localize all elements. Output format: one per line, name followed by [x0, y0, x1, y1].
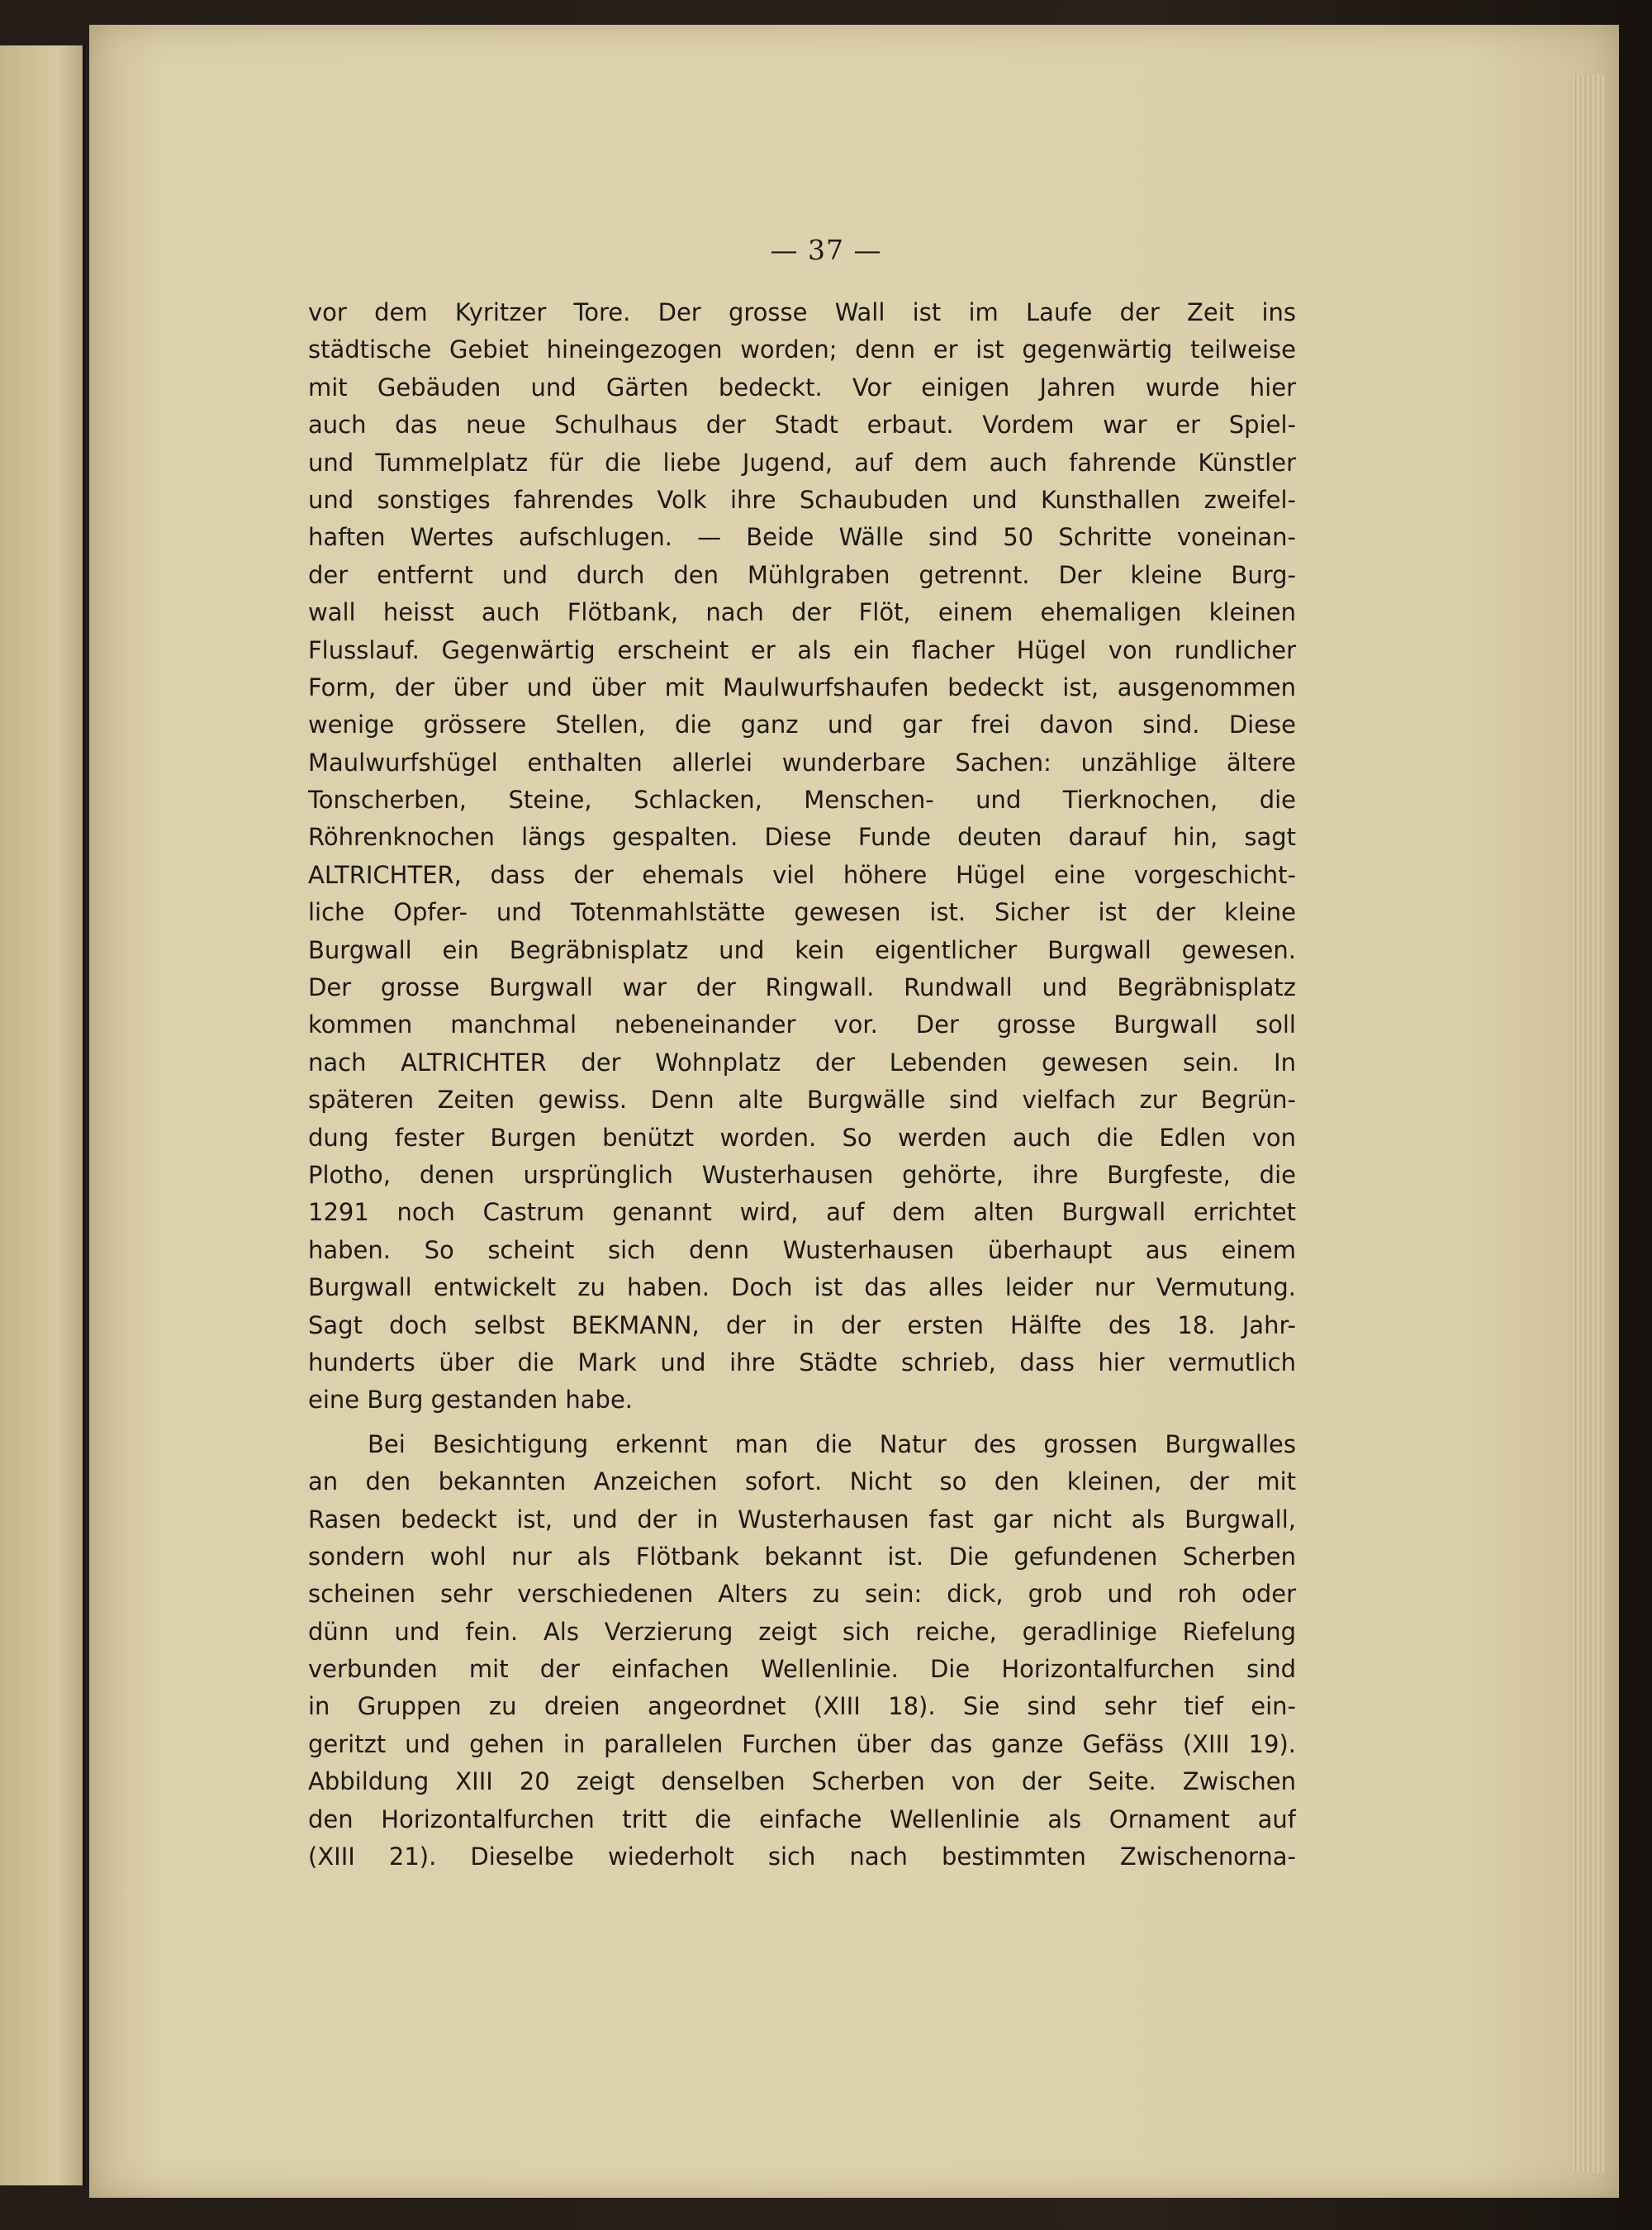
body-text — [308, 294, 1296, 1876]
text-line: Der grosse Burgwall war der Ringwall. Rundwall und Begräbnisplatz — [308, 973, 1296, 1002]
text-line: Burgwall entwickelt zu haben. Doch ist das alles leider nur Vermutung. — [308, 1273, 1296, 1302]
text-line: liche Opfer- und Totenmahlstätte gewesen ist. Sicher ist der kleine — [308, 898, 1296, 927]
text-line: Burgwall ein Begräbnisplatz und kein eigentlicher Burgwall gewesen. — [308, 935, 1296, 964]
text-line: (XIII 21). Dieselbe wiederholt sich nach bestimmten Zwischenorna- — [308, 1842, 1296, 1871]
text-line: verbunden mit der einfachen Wellenlinie. Die Horizontalfurchen sind — [308, 1655, 1296, 1684]
text-line: wenige grössere Stellen, die ganz und gar frei davon sind. Diese — [308, 711, 1296, 739]
text-line: Rasen bedeckt ist, und der in Wusterhausen fast gar nicht als Burgwall, — [308, 1505, 1296, 1533]
text-line: Bei Besichtigung erkennt man die Natur des grossen Burgwalles — [368, 1429, 1296, 1458]
text-line: wall heisst auch Flötbank, nach der Flöt, einem ehemaligen kleinen — [308, 598, 1296, 627]
text-line: mit Gebäuden und Gärten bedeckt. Vor einigen Jahren wurde hier — [308, 373, 1296, 402]
text-line: Abbildung XIII 20 zeigt denselben Scherben von der Seite. Zwischen — [308, 1767, 1296, 1796]
text-line: späteren Zeiten gewiss. Denn alte Burgwälle sind vielfach zur Begrün- — [308, 1086, 1296, 1115]
text-line: scheinen sehr verschiedenen Alters zu sein: dick, grob und roh oder — [308, 1580, 1296, 1609]
text-line: vor dem Kyritzer Tore. Der grosse Wall ist im Laufe der Zeit ins — [308, 298, 1296, 326]
paragraph-gap — [308, 1419, 1296, 1426]
text-line: den Horizontalfurchen tritt die einfache Wellenlinie als Ornament auf — [308, 1804, 1296, 1833]
text-line: ALTRICHTER, dass der ehemals viel höhere Hügel eine vorgeschicht- — [308, 860, 1296, 889]
text-line: und sonstiges fahrendes Volk ihre Schaubuden und Kunsthallen zweifel- — [308, 485, 1296, 514]
text-line: und Tummelplatz für die liebe Jugend, auf dem auch fahrende Künstler — [308, 448, 1296, 477]
page-stack-edge — [1571, 74, 1604, 2173]
text-line: Flusslauf. Gegenwärtig erscheint er als ein flacher Hügel von rundlicher — [308, 635, 1296, 664]
text-line: städtische Gebiet hineingezogen worden; denn er ist gegenwärtig teilweise — [308, 335, 1296, 364]
text-line: sondern wohl nur als Flötbank bekannt ist. Die gefundenen Scherben — [308, 1542, 1296, 1571]
text-line: Sagt doch selbst BEKMANN, der in der ersten Hälfte des 18. Jahr- — [308, 1310, 1296, 1339]
text-line: eine Burg gestanden habe. — [308, 1386, 634, 1415]
text-line: dünn und fein. Als Verzierung zeigt sich reiche, geradlinige Riefelung — [308, 1617, 1296, 1646]
page-number: — 37 — — [770, 234, 882, 266]
text-line: 1291 noch Castrum genannt wird, auf dem alten Burgwall errichtet — [308, 1198, 1296, 1227]
text-line: dung fester Burgen benützt worden. So werden auch die Edlen von — [308, 1123, 1296, 1152]
text-line: nach ALTRICHTER der Wohnplatz der Lebenden gewesen sein. In — [308, 1048, 1296, 1077]
text-line: haben. So scheint sich denn Wusterhausen überhaupt aus einem — [308, 1235, 1296, 1264]
text-line: hunderts über die Mark und ihre Städte schrieb, dass hier vermutlich — [308, 1348, 1296, 1377]
text-line: Form, der über und über mit Maulwurfshaufen bedeckt ist, ausgenommen — [308, 673, 1296, 701]
text-line: an den bekannten Anzeichen sofort. Nicht so den kleinen, der mit — [308, 1467, 1296, 1496]
text-line: in Gruppen zu dreien angeordnet (XIII 18). Sie sind sehr tief ein- — [308, 1692, 1296, 1721]
paragraph-1 — [308, 294, 1296, 1419]
text-line: geritzt und gehen in parallelen Furchen über das ganze Gefäss (XIII 19). — [308, 1729, 1296, 1758]
text-line: Röhrenknochen längs gespalten. Diese Funde deuten darauf hin, sagt — [308, 823, 1296, 852]
text-line: der entfernt und durch den Mühlgraben getrennt. Der kleine Burg- — [308, 560, 1296, 589]
text-line: kommen manchmal nebeneinander vor. Der grosse Burgwall soll — [308, 1010, 1296, 1039]
text-line: Maulwurfshügel enthalten allerlei wunderbare Sachen: unzählige ältere — [308, 748, 1296, 777]
facing-page-edge — [0, 45, 85, 2185]
text-line: Plotho, denen ursprünglich Wusterhausen gehörte, ihre Burgfeste, die — [308, 1160, 1296, 1189]
text-line: auch das neue Schulhaus der Stadt erbaut. Vordem war er Spiel- — [308, 411, 1296, 440]
text-line: Tonscherben, Steine, Schlacken, Menschen- und Tierknochen, die — [308, 786, 1296, 815]
text-line: haften Wertes aufschlugen. — Beide Wälle sind 50 Schritte voneinan- — [308, 523, 1296, 552]
paragraph-2 — [308, 1426, 1296, 1876]
